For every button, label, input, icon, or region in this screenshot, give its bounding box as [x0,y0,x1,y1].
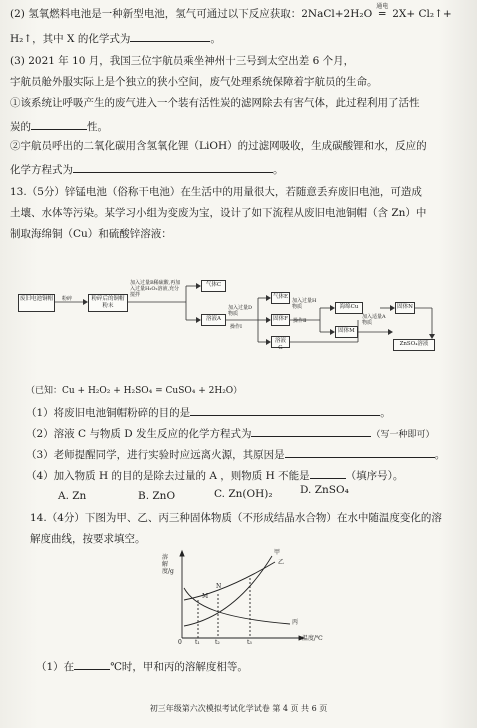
q13-sub2-note: （写一种即可） [371,430,435,440]
x-axis-label: 温度/℃ [302,635,323,642]
q12-c1-line1: ①该系统让呼吸产生的废气进入一个装有活性炭的滤网除去有害气体，此过程利用了活性 [10,97,420,109]
q12-equation-reactants: 2NaCl+2H₂O [301,8,373,20]
answer-blank[interactable] [74,658,110,670]
point-m: M [202,593,209,600]
curve-jia [184,556,272,626]
series-label-yi: 乙 [278,559,285,566]
q12-c2-pre: 化学方程式为 [10,164,73,176]
flow-box-gas-e: 气体E [271,292,290,304]
q14-sub1-pre: （1）在 [36,661,75,673]
q13-known-reaction: （已知：Cu + H₂O₂ + H₂SO₄ = CuSO₄ + 2H₂O） [26,386,243,396]
q13-sub3-text: （3）老师提醒同学，进行实验时应远离火源，其原因是 [26,449,285,461]
q14-sub1-post: ℃时，甲和丙的溶解度相等。 [110,661,248,673]
page-footer: 初三年级第六次模拟考试化学试卷 第 4 页 共 6 页 [149,704,328,713]
q12-c2-line1: ②宇航员呼出的二氧化碳用含氢氧化锂（LiOH）的过滤网吸收，生成碳酸锂和水，反应的 [10,140,427,152]
q12-part3-line2: 宇航员舱外服实际上是个独立的狭小空间，废气处理系统保障着宇航员的生命。 [10,76,378,88]
flow-box-solid-m: 固体M [335,326,358,338]
option-d: D. ZnSO₄ [300,484,349,496]
q14-sub1 [36,658,248,674]
reaction-condition: 通电 [376,3,389,10]
tick-t1: t₁ [195,639,200,646]
flow-box-gas-c: 气体C [201,280,226,292]
answer-blank[interactable] [251,425,371,437]
q12-c1-line2 [10,118,108,134]
flow-label-step4: 加入适量A物质 [362,314,386,326]
q13-sub4 [26,467,403,483]
series-label-bing: 丙 [292,619,299,626]
q13-sub1 [26,404,391,420]
q13-sub3 [26,446,445,462]
q13-intro-line2: 土壤、水体等污染。某学习小组为变废为宝，设计了如下流程从废旧电池铜帽（含 Zn）中 [10,207,427,219]
punct: 。 [380,407,391,419]
q13-sub1-text: （1）将废旧电池铜帽粉碎的目的是 [26,407,191,419]
q12-part3-line1: (3) 2021 年 10 月，我国三位宇航员乘坐神州十三号到太空出差 6 个月， [10,55,355,67]
flow-box-solid-n: 固体N [395,302,415,314]
punct: 。 [273,164,284,176]
option-a: A. Zn [58,490,87,502]
option-c: C. Zn(OH)₂ [214,488,273,500]
q13-intro-line1: 13.（5分）锌锰电池（俗称干电池）在生活中的用量很大，若随意丢弃废旧电池，可造成 [10,186,422,198]
flow-box-solution-g: 溶液G [271,336,290,348]
flow-label-step1: 加入过量B稀硫酸,再加入过量H₂O₂溶液,充分搅拌 [130,280,181,298]
flow-label-crush: 粉碎 [62,296,73,302]
answer-blank[interactable] [31,118,87,130]
q12-part2-line1 [10,3,452,21]
q12-part2-prefix: (2) 氢氧燃料电池是一种新型电池，氢气可通过以下反应获取： [10,8,302,20]
point-n: N [216,583,222,590]
q14-intro-line2: 解度曲线，按要求填空。 [30,533,146,545]
q12-equation-products: 2X+ Cl₂↑+ [392,8,452,20]
curve-bing [184,588,290,624]
q12-part2-line2 [10,30,221,46]
q13-sub4-text: （4）加入物质 H 的目的是除去过量的 A ，则物质 H 不能是 [26,470,310,482]
q13-sub4-tail: （填序号）。 [345,470,404,482]
answer-blank[interactable] [285,446,435,458]
q12-part2-question: H₂↑，其中 X 的化学式为 [10,33,131,45]
y-axis-label: 溶解度/g [162,554,174,575]
flow-box-waste-caps: 废旧电池铜帽 [18,294,55,312]
reaction-arrow: 通电 ═ [372,8,392,21]
answer-blank[interactable] [73,161,273,173]
answer-blank[interactable] [130,30,210,42]
option-b: B. ZnO [138,490,176,502]
flow-label-operation-2: 操作Ⅱ [293,318,307,324]
flow-box-sponge-copper: 海绵Cu [335,302,363,314]
q12-c1-pre: 炭的 [10,121,31,133]
punct: 。 [434,449,446,461]
q13-sub2 [26,425,435,442]
q12-c2-line2 [10,161,284,177]
flow-box-crushed-powder: 粉碎后的铜帽粉末 [88,294,128,312]
curve-yi [184,562,275,600]
flow-label-step3: 加入过量H物质 [292,298,317,310]
answer-blank[interactable] [190,404,380,416]
tick-t3: t₃ [247,639,252,646]
flowchart-arrows [0,258,477,378]
punct: 。 [210,33,221,45]
solubility-curves [160,548,310,648]
flow-box-solid-f: 固体F [271,314,290,326]
flow-label-operation-1: 操作Ⅰ [230,324,242,330]
series-label-jia: 甲 [274,549,281,556]
flow-box-znso4-solution: ZnSO₄溶液 [393,339,435,351]
answer-blank[interactable] [310,467,346,479]
tick-t2: t₂ [215,639,220,646]
q13-intro-line3: 制取海绵铜（Cu）和硫酸锌溶液： [10,228,172,240]
flow-label-step2: 加入过量D物质 [228,305,253,317]
flow-box-solution-a: 溶液A [201,314,226,326]
origin-label: 0 [178,639,182,646]
q13-sub2-text: （2）溶液 C 与物质 D 发生反应的化学方程式为 [26,428,252,440]
q14-intro-line1: 14.（4分）下图为甲、乙、丙三种固体物质（不形成结晶水合物）在水中随温度变化的溶 [30,512,442,524]
q12-c1-post: 性。 [87,121,108,133]
